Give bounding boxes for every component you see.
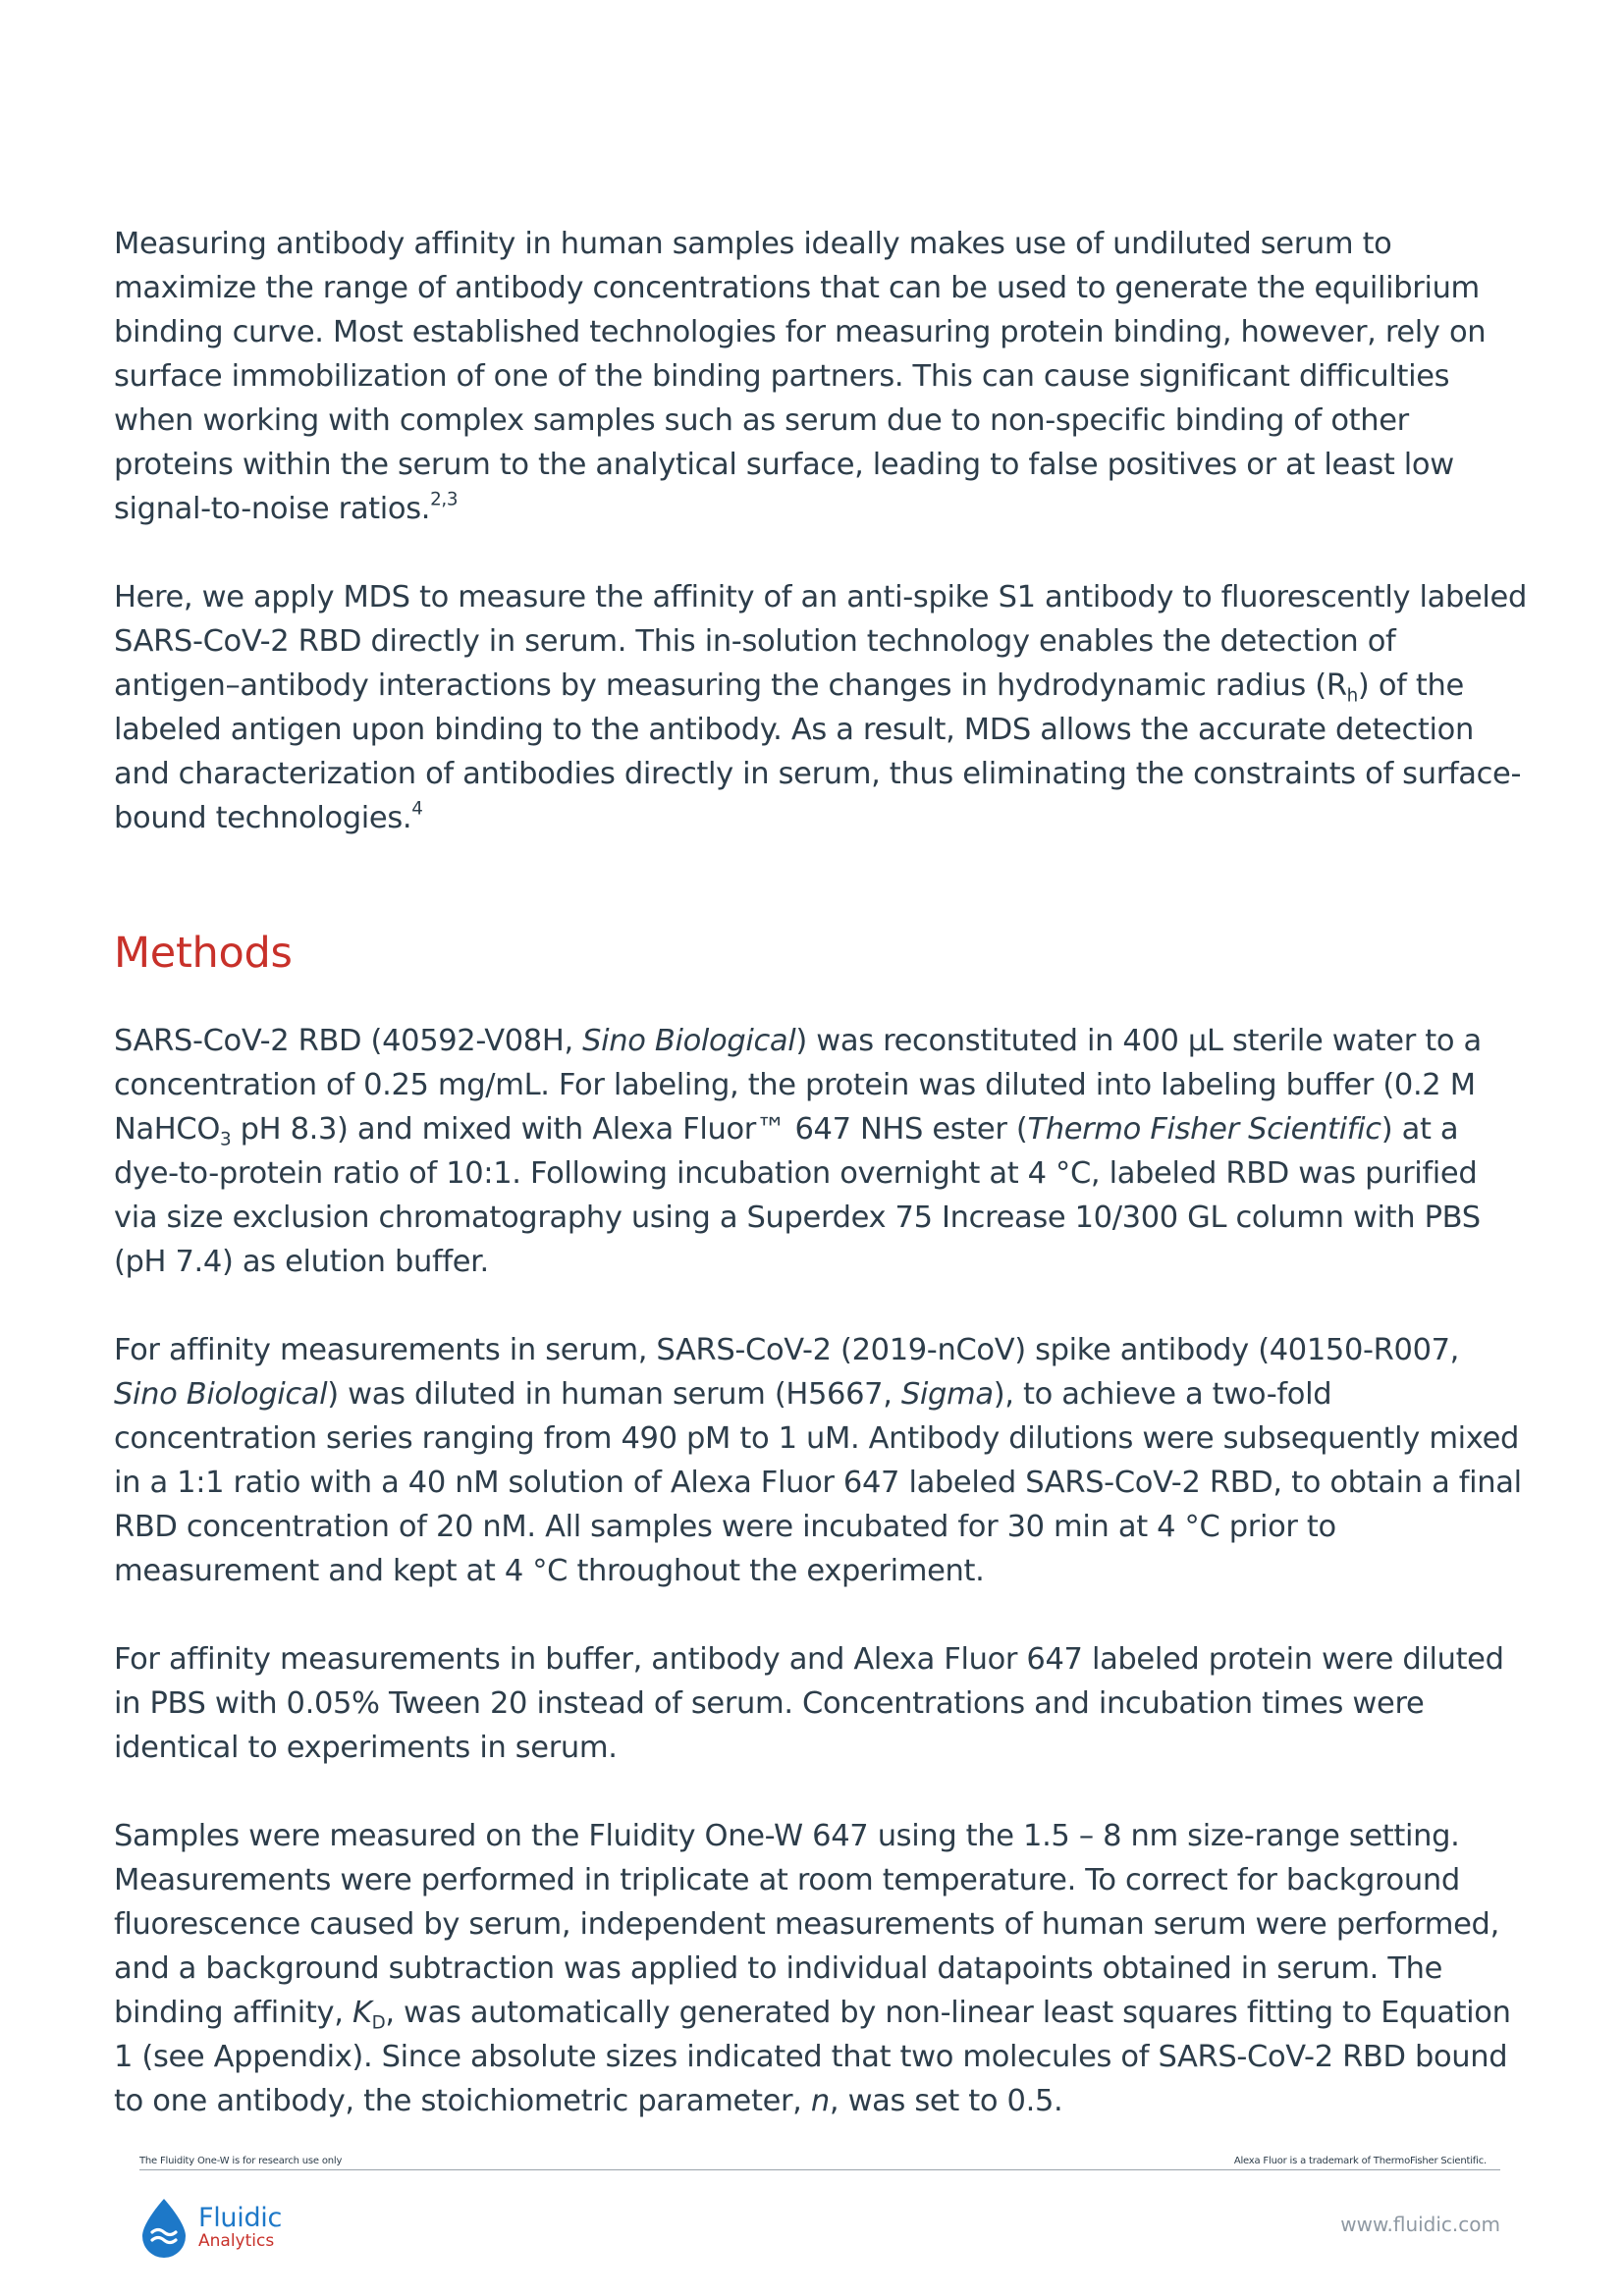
methods-paragraph-3: For affinity measurements in buffer, antibody and Alexa Fluor 647 labeled protein were diluted in PBS with 0.05% Tween 20 instead of serum. Concentrations and incubation times were identical to experiments in serum. [114,1642,1504,1765]
methods-paragraph-1: SARS-CoV-2 RBD (40592-V08H, Sino Biological) was reconstituted in 400 µL sterile water to a concentration of 0.25 mg/mL. For labeling, the protein was diluted into labeling buffer (0.2 M NaHCO$_3$ pH 8.3) and mixed with Alexa Fluor™ 647 NHS ester (Thermo Fisher Scientific) at a dye-to-protein ratio of 10:1. Following incubation overnight at 4 °C, labeled RBD was purified via size exclusion chromatography using a Superdex 75 Increase 10/300 GL column with PBS (pH 7.4) as elution buffer. [114,1024,1482,1279]
trademark-note: Alexa Fluor is a trademark of ThermoFisher Scientific. [1233,2156,1487,2166]
droplet-logo-icon [137,2197,190,2258]
fluidic-analytics-logo [137,2196,282,2259]
intro-paragraph-1: Measuring antibody affinity in human samples ideally makes use of undiluted serum to maximize the range of antibody concentrations that can be used to generate the equilibrium binding curve. Most established technologies for measuring protein binding, however, rely on surface immobilization of one of the binding partners. This can cause significant difficulties when working with complex samples such as serum due to non-specific binding of other proteins within the serum to the analytical surface, leading to false positives or at least low signal-to-noise ratios.$^{2,3}$ [114,227,1487,526]
main-content [114,222,1528,2123]
reference-superscript: 4 [411,798,423,820]
research-use-note: The Fluidity One-W is for research use only [139,2156,343,2166]
logo-wordmark-analytics: Analytics [198,2231,275,2251]
methods-heading: Methods [114,929,293,978]
footer-notes [139,2150,1500,2170]
methods-paragraph-4: Samples were measured on the Fluidity One-W 647 using the 1.5 – 8 nm size-range setting. Measurements were performed in triplicate at room temperature. To correct for background fluorescence caused by serum, independent measurements of human serum were performed, and a background subtraction was applied to individual datapoints obtained in serum. The binding affinity, $K_D$, was automatically generated by non-linear least squares fitting to Equation 1 (see Appendix). Since absolute sizes indicated that two molecules of SARS-CoV-2 RBD bound to one antibody, the stoichiometric parameter, n, was set to 0.5. [114,1819,1511,2118]
website-link[interactable]: www.fluidic.com [1340,2213,1500,2236]
methods-paragraph-2: For affinity measurements in serum, SARS-CoV-2 (2019-nCoV) spike antibody (40150-R007, Sino Biological) was diluted in human serum (H5667, Sigma), to achieve a two-fold concentration series ranging from 490 pM to 1 uM. Antibody dilutions were subsequently mixed in a 1:1 ratio with a 40 nM solution of Alexa Fluor 647 labeled SARS-CoV-2 RBD, to obtain a final RBD concentration of 20 nM. All samples were incubated for 30 min at 4 °C prior to measurement and kept at 4 °C throughout the experiment. [114,1333,1522,1588]
intro-paragraph-2: Here, we apply MDS to measure the affinity of an anti-spike S1 antibody to fluorescently labeled SARS-CoV-2 RBD directly in serum. This in-solution technology enables the detection of antigen–antibody interactions by measuring the changes in hydrodynamic radius $(R_h)$ of the labeled antigen upon binding to the antibody. As a result, MDS allows the accurate detection and characterization of antibodies directly in serum, thus eliminating the constraints of surface-bound technologies.$^4$ [114,580,1527,835]
reference-superscript: 2,3 [430,489,459,510]
logo-wordmark-fluidic: Fluidic [198,2203,283,2233]
